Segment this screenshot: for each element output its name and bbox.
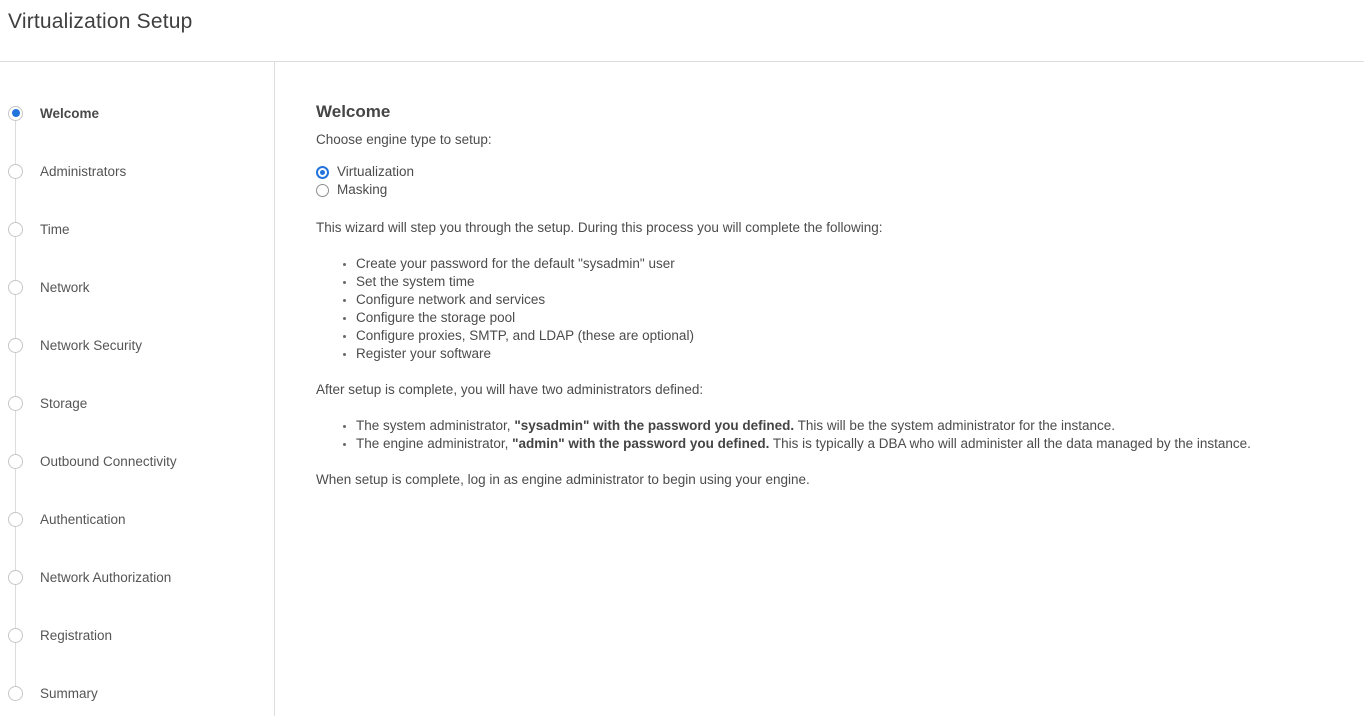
page-header (0, 0, 1364, 62)
sidebar-item-outbound-connectivity[interactable] (0, 432, 274, 490)
list-item: • Register your software (356, 345, 1324, 363)
admin-text-bold: "admin" with the password you defined. (512, 436, 770, 451)
step-radio-icon (8, 106, 23, 121)
list-item (356, 417, 1324, 435)
list-item: • Set the system time (356, 273, 1324, 291)
admin-text-prefix: The engine administrator, (356, 436, 513, 451)
list-item: • Configure the storage pool (356, 309, 1324, 327)
step-radio-icon (8, 222, 23, 237)
step-radio-icon (8, 686, 23, 701)
sidebar-item-network-authorization[interactable] (0, 548, 274, 606)
admin-text-bold: "sysadmin" with the password you defined. (514, 418, 795, 433)
sidebar-item-storage[interactable] (0, 374, 274, 432)
sidebar-item-welcome[interactable] (0, 84, 274, 142)
step-radio-icon (8, 164, 23, 179)
step-radio-icon (8, 396, 23, 411)
wizard-stepper-sidebar (0, 62, 275, 716)
list-item: • Configure proxies, SMTP, and LDAP (these are optional) (356, 327, 1324, 345)
step-label: Outbound Connectivity (40, 453, 177, 469)
sidebar-item-time[interactable] (0, 200, 274, 258)
content-heading: Welcome (316, 102, 391, 121)
step-radio-icon (8, 280, 23, 295)
step-radio-icon (8, 628, 23, 643)
admins-list (316, 417, 1324, 453)
outro-paragraph: When setup is complete, log in as engine administrator to begin using your engine. (316, 472, 810, 487)
list-item: • Configure network and services (356, 291, 1324, 309)
step-radio-icon (8, 454, 23, 469)
radio-unselected-icon[interactable] (316, 184, 329, 197)
engine-option-virtualization[interactable] (316, 163, 1324, 181)
step-label: Registration (40, 627, 113, 643)
intro-paragraph: This wizard will step you through the setup. During this process you will complete the following: (316, 220, 883, 235)
step-label: Storage (40, 395, 88, 411)
step-label: Authentication (40, 511, 126, 527)
admin-text-prefix: The system administrator, (356, 418, 515, 433)
main-layout (0, 62, 1364, 716)
sidebar-item-network-security[interactable] (0, 316, 274, 374)
admins-intro-paragraph: After setup is complete, you will have two administrators defined: (316, 382, 704, 397)
content-panel (275, 62, 1364, 716)
engine-option-masking[interactable] (316, 181, 1324, 199)
sidebar-item-administrators[interactable] (0, 142, 274, 200)
step-label: Welcome (40, 105, 100, 121)
step-label: Administrators (40, 163, 127, 179)
list-item (356, 435, 1324, 453)
step-radio-icon (8, 570, 23, 585)
step-label: Time (40, 221, 70, 237)
sidebar-item-authentication[interactable] (0, 490, 274, 548)
page-title: Virtualization Setup (8, 10, 193, 33)
sidebar-item-summary[interactable] (0, 664, 274, 717)
step-label: Network Authorization (40, 569, 172, 585)
engine-option-label: Virtualization (337, 164, 415, 179)
step-label: Network (40, 279, 90, 295)
step-radio-icon (8, 512, 23, 527)
sidebar-item-network[interactable] (0, 258, 274, 316)
radio-selected-icon[interactable] (316, 166, 329, 179)
choose-engine-label: Choose engine type to setup: (316, 132, 492, 147)
setup-tasks-list (316, 255, 1324, 363)
step-label: Network Security (40, 337, 143, 353)
admin-text-suffix: This is typically a DBA who will administer all the data managed by the instance. (769, 436, 1251, 451)
admin-text-suffix: This will be the system administrator for the instance. (794, 418, 1116, 433)
sidebar-item-registration[interactable] (0, 606, 274, 664)
step-label: Summary (40, 685, 98, 701)
engine-option-label: Masking (337, 182, 388, 197)
step-radio-icon (8, 338, 23, 353)
list-item: • Create your password for the default "sysadmin" user (356, 255, 1324, 273)
